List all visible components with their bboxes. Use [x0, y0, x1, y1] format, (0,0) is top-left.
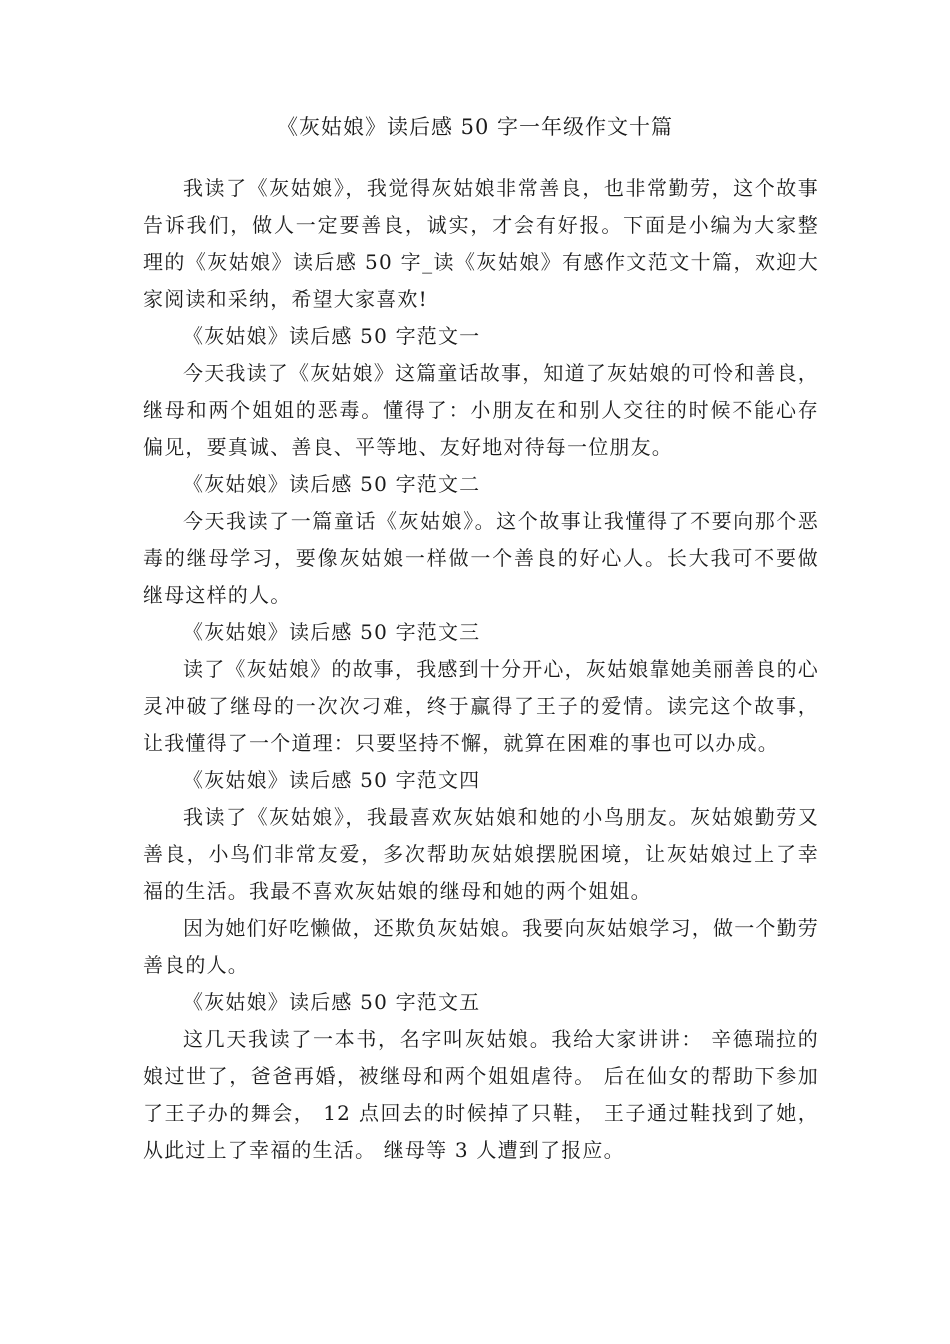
- section-heading-5: 《灰姑娘》读后感 50 字范文五: [183, 990, 481, 1014]
- section-heading-3: 《灰姑娘》读后感 50 字范文三: [183, 620, 481, 644]
- intro-paragraph: 我读了《灰姑娘》，我觉得灰姑娘非常善良，也非常勤劳，这个故事告诉我们，做人一定要善良，诚实，才会有好报。下面是小编为大家整理的《灰姑娘》读后感 50 字_读《灰姑娘》有感作文范文十篇，欢迎大家阅读和采纳，希望大家喜欢!: [143, 176, 819, 311]
- section-paragraph-4b: 因为她们好吃懒做，还欺负灰姑娘。我要向灰姑娘学习，做一个勤劳善良的人。: [143, 916, 819, 977]
- section-paragraph-1: 今天我读了《灰姑娘》这篇童话故事，知道了灰姑娘的可怜和善良，继母和两个姐姐的恶毒。懂得了：小朋友在和别人交往的时候不能心存偏见，要真诚、善良、平等地、友好地对待每一位朋友。: [143, 361, 819, 459]
- section-paragraph-3: 读了《灰姑娘》的故事，我感到十分开心，灰姑娘靠她美丽善良的心灵冲破了继母的一次次刁难，终于赢得了王子的爱情。读完这个故事，让我懂得了一个道理：只要坚持不懈，就算在困难的事也可以办成。: [143, 657, 819, 755]
- section-heading-1: 《灰姑娘》读后感 50 字范文一: [183, 324, 481, 348]
- section-paragraph-2: 今天我读了一篇童话《灰姑娘》。这个故事让我懂得了不要向那个恶毒的继母学习，要像灰姑娘一样做一个善良的好心人。长大我可不要做继母这样的人。: [143, 509, 819, 607]
- section-heading-2: 《灰姑娘》读后感 50 字范文二: [183, 472, 481, 496]
- section-paragraph-4a: 我读了《灰姑娘》，我最喜欢灰姑娘和她的小鸟朋友。灰姑娘勤劳又善良，小鸟们非常友爱，多次帮助灰姑娘摆脱困境，让灰姑娘过上了幸福的生活。我最不喜欢灰姑娘的继母和她的两个姐姐。: [143, 805, 819, 903]
- section-paragraph-5: 这几天我读了一本书，名字叫灰姑娘。我给大家讲讲： 辛德瑞拉的娘过世了，爸爸再婚，被继母和两个姐姐虐待。 后在仙女的帮助下参加了王子办的舞会， 12 点回去的时候掉了只鞋， 王子通过鞋找到了她， 从此过上了幸福的生活。 继母等 3 人遭到了报应。: [143, 1027, 819, 1162]
- document-title: 《灰姑娘》读后感 50 字一年级作文十篇: [276, 115, 674, 139]
- section-heading-4: 《灰姑娘》读后感 50 字范文四: [183, 768, 481, 792]
- document-body: [143, 170, 819, 1169]
